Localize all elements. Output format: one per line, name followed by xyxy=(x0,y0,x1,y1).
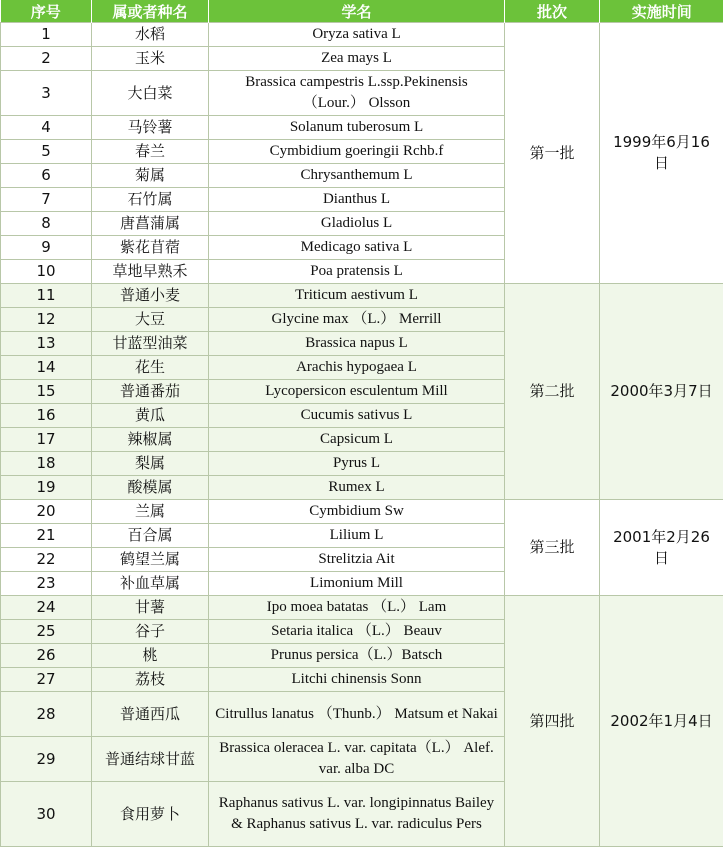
implementation-date: 2000年3月7日 xyxy=(600,284,723,500)
scientific-name: Strelitzia Ait xyxy=(209,548,505,572)
batch-label: 第三批 xyxy=(505,500,600,596)
genus-name: 草地早熟禾 xyxy=(92,260,209,284)
scientific-name: Citrullus lanatus （Thunb.） Matsum et Nakai xyxy=(209,692,505,737)
row-number: 16 xyxy=(1,404,92,428)
genus-name: 荔枝 xyxy=(92,668,209,692)
implementation-date: 1999年6月16日 xyxy=(600,23,723,284)
scientific-name: Litchi chinensis Sonn xyxy=(209,668,505,692)
header-batch: 批次 xyxy=(505,0,600,23)
header-genus: 属或者种名 xyxy=(92,0,209,23)
genus-name: 普通番茄 xyxy=(92,380,209,404)
scientific-name: Lycopersicon esculentum Mill xyxy=(209,380,505,404)
table-row xyxy=(1,500,723,524)
header-scientific-name: 学名 xyxy=(209,0,505,23)
scientific-name: Ipo moea batatas （L.） Lam xyxy=(209,596,505,620)
scientific-name: Poa pratensis L xyxy=(209,260,505,284)
scientific-name: Cymbidium goeringii Rchb.f xyxy=(209,140,505,164)
genus-name: 兰属 xyxy=(92,500,209,524)
scientific-name: Zea mays L xyxy=(209,47,505,71)
genus-name: 大白菜 xyxy=(92,71,209,116)
genus-name: 甘薯 xyxy=(92,596,209,620)
row-number: 8 xyxy=(1,212,92,236)
row-number: 10 xyxy=(1,260,92,284)
row-number: 11 xyxy=(1,284,92,308)
genus-name: 春兰 xyxy=(92,140,209,164)
scientific-name: Prunus persica（L.）Batsch xyxy=(209,644,505,668)
row-number: 25 xyxy=(1,620,92,644)
scientific-name: Chrysanthemum L xyxy=(209,164,505,188)
row-number: 22 xyxy=(1,548,92,572)
row-number: 23 xyxy=(1,572,92,596)
genus-name: 百合属 xyxy=(92,524,209,548)
genus-name: 桃 xyxy=(92,644,209,668)
row-number: 17 xyxy=(1,428,92,452)
scientific-name: Setaria italica （L.） Beauv xyxy=(209,620,505,644)
genus-name: 石竹属 xyxy=(92,188,209,212)
genus-name: 鹤望兰属 xyxy=(92,548,209,572)
row-number: 15 xyxy=(1,380,92,404)
genus-name: 酸模属 xyxy=(92,476,209,500)
scientific-name: Pyrus L xyxy=(209,452,505,476)
scientific-name: Brassica campestris L.ssp.Pekinensis （Lour.） Olsson xyxy=(209,71,505,116)
row-number: 21 xyxy=(1,524,92,548)
implementation-date: 2001年2月26日 xyxy=(600,500,723,596)
batch-label: 第一批 xyxy=(505,23,600,284)
scientific-name: Rumex L xyxy=(209,476,505,500)
genus-name: 普通小麦 xyxy=(92,284,209,308)
scientific-name: Arachis hypogaea L xyxy=(209,356,505,380)
row-number: 30 xyxy=(1,782,92,847)
scientific-name: Brassica napus L xyxy=(209,332,505,356)
scientific-name: Dianthus L xyxy=(209,188,505,212)
genus-name: 甘蓝型油菜 xyxy=(92,332,209,356)
row-number: 18 xyxy=(1,452,92,476)
row-number: 14 xyxy=(1,356,92,380)
implementation-date: 2002年1月4日 xyxy=(600,596,723,847)
row-number: 19 xyxy=(1,476,92,500)
genus-name: 黄瓜 xyxy=(92,404,209,428)
row-number: 2 xyxy=(1,47,92,71)
table-row xyxy=(1,23,723,47)
scientific-name: Capsicum L xyxy=(209,428,505,452)
scientific-name: Gladiolus L xyxy=(209,212,505,236)
batch-label: 第二批 xyxy=(505,284,600,500)
scientific-name: Brassica oleracea L. var. capitata（L.） Alef. var. alba DC xyxy=(209,737,505,782)
row-number: 29 xyxy=(1,737,92,782)
genus-name: 食用萝卜 xyxy=(92,782,209,847)
scientific-name: Triticum aestivum L xyxy=(209,284,505,308)
genus-name: 唐菖蒲属 xyxy=(92,212,209,236)
genus-name: 辣椒属 xyxy=(92,428,209,452)
scientific-name: Cymbidium Sw xyxy=(209,500,505,524)
row-number: 7 xyxy=(1,188,92,212)
row-number: 24 xyxy=(1,596,92,620)
row-number: 28 xyxy=(1,692,92,737)
genus-name: 花生 xyxy=(92,356,209,380)
batch-label: 第四批 xyxy=(505,596,600,847)
scientific-name: Lilium L xyxy=(209,524,505,548)
genus-name: 马铃薯 xyxy=(92,116,209,140)
row-number: 12 xyxy=(1,308,92,332)
header-date: 实施时间 xyxy=(600,0,723,23)
table-row xyxy=(1,284,723,308)
scientific-name: Cucumis sativus L xyxy=(209,404,505,428)
header-row xyxy=(1,0,723,23)
row-number: 3 xyxy=(1,71,92,116)
scientific-name: Oryza sativa L xyxy=(209,23,505,47)
genus-name: 菊属 xyxy=(92,164,209,188)
genus-name: 普通西瓜 xyxy=(92,692,209,737)
genus-name: 玉米 xyxy=(92,47,209,71)
table-row xyxy=(1,596,723,620)
genus-name: 水稻 xyxy=(92,23,209,47)
row-number: 9 xyxy=(1,236,92,260)
row-number: 5 xyxy=(1,140,92,164)
row-number: 4 xyxy=(1,116,92,140)
scientific-name: Solanum tuberosum L xyxy=(209,116,505,140)
scientific-name: Raphanus sativus L. var. longipinnatus Bailey & Raphanus sativus L. var. radiculus Pers xyxy=(209,782,505,847)
scientific-name: Limonium Mill xyxy=(209,572,505,596)
row-number: 27 xyxy=(1,668,92,692)
scientific-name: Glycine max （L.） Merrill xyxy=(209,308,505,332)
genus-name: 谷子 xyxy=(92,620,209,644)
row-number: 6 xyxy=(1,164,92,188)
scientific-name: Medicago sativa L xyxy=(209,236,505,260)
genus-name: 普通结球甘蓝 xyxy=(92,737,209,782)
genus-name: 补血草属 xyxy=(92,572,209,596)
row-number: 20 xyxy=(1,500,92,524)
row-number: 1 xyxy=(1,23,92,47)
genus-name: 梨属 xyxy=(92,452,209,476)
header-index: 序号 xyxy=(1,0,92,23)
row-number: 13 xyxy=(1,332,92,356)
row-number: 26 xyxy=(1,644,92,668)
genus-name: 紫花苜蓿 xyxy=(92,236,209,260)
genus-name: 大豆 xyxy=(92,308,209,332)
